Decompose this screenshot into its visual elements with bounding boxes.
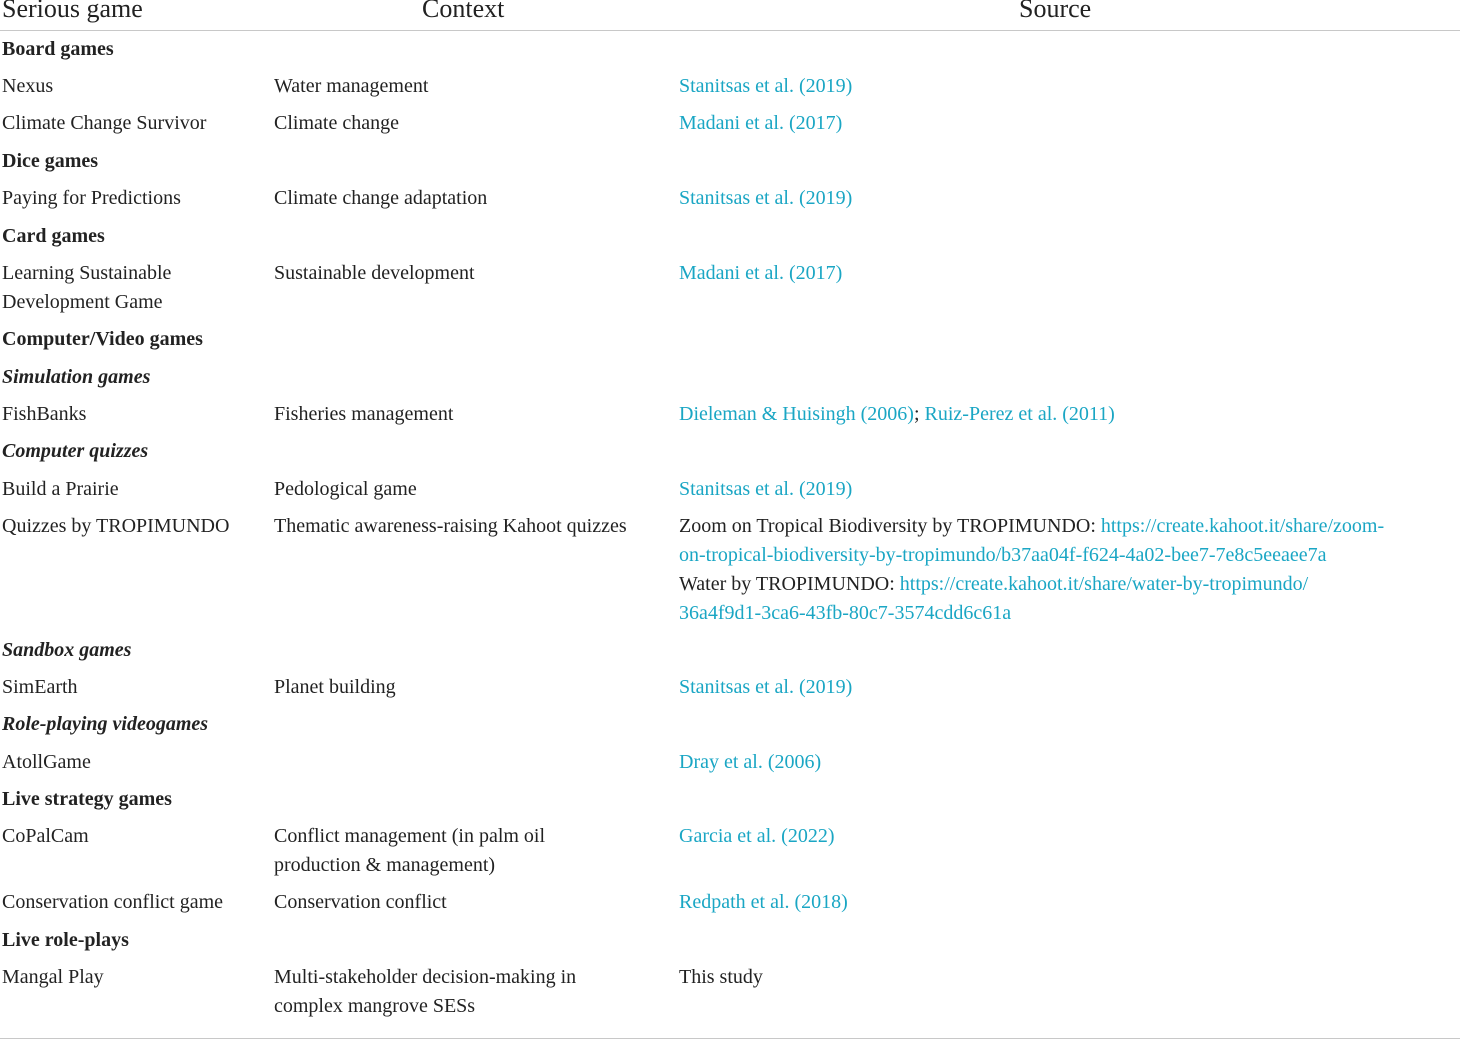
source-link[interactable]: Ruiz-Perez et al. (2011) — [924, 403, 1115, 425]
source-link[interactable]: Stanitsas et al. (2019) — [679, 478, 853, 500]
kahoot-link[interactable]: on-tropical-biodiversity-by-tropimundo/b37aa04f-f624-4a02-bee7-7e8c5eeaee7a — [679, 544, 1327, 566]
game-context: Pedological game — [274, 478, 417, 500]
game-context — [274, 822, 669, 880]
game-name: SimEarth — [2, 676, 78, 698]
game-name: Paying for Predictions — [2, 187, 181, 209]
game-name: Conservation conflict game — [2, 891, 224, 913]
source-line — [679, 570, 1449, 599]
game-context: Climate change adaptation — [274, 187, 488, 209]
game-name: Nexus — [2, 75, 54, 97]
game-context — [274, 963, 669, 1021]
source-link[interactable]: Stanitsas et al. (2019) — [679, 187, 853, 209]
source-link[interactable]: Dray et al. (2006) — [679, 751, 822, 773]
context-line: complex mangrove SESs — [274, 995, 476, 1017]
category-label: Card games — [2, 225, 105, 247]
context-line: Conflict management (in palm oil — [274, 825, 546, 847]
subcategory-label: Computer quizzes — [2, 440, 149, 462]
game-name: Mangal Play — [2, 966, 104, 988]
game-context: Water management — [274, 75, 429, 97]
game-name: Quizzes by TROPIMUNDO — [2, 515, 230, 537]
game-name: AtollGame — [2, 751, 91, 773]
game-name: FishBanks — [2, 403, 87, 425]
category-label: Live strategy games — [2, 788, 172, 810]
kahoot-link[interactable]: https://create.kahoot.it/share/zoom- — [1100, 515, 1385, 537]
header-serious-game: Serious game — [2, 0, 143, 23]
source-link[interactable]: Stanitsas et al. (2019) — [679, 676, 853, 698]
source-label: Zoom on Tropical Biodiversity by TROPIMUNDO: — [679, 515, 1101, 537]
header-context: Context — [422, 0, 505, 23]
game-name-line: Learning Sustainable — [2, 262, 172, 284]
source-cell — [679, 400, 1449, 429]
subcategory-label: Sandbox games — [2, 639, 132, 661]
game-name: Build a Prairie — [2, 478, 119, 500]
context-line: Multi-stakeholder decision-making in — [274, 966, 577, 988]
source-link[interactable]: Stanitsas et al. (2019) — [679, 75, 853, 97]
category-label: Dice games — [2, 150, 99, 172]
source-link[interactable]: Redpath et al. (2018) — [679, 891, 848, 913]
source-link[interactable]: Madani et al. (2017) — [679, 112, 843, 134]
game-context: Conservation conflict — [274, 891, 447, 913]
game-name: Climate Change Survivor — [2, 112, 207, 134]
game-name — [2, 259, 262, 317]
game-context: Climate change — [274, 112, 399, 134]
header-source: Source — [1019, 0, 1092, 23]
kahoot-link[interactable]: 36a4f9d1-3ca6-43fb-80c7-3574cdd6c61a — [679, 602, 1012, 624]
game-context: Thematic awareness-raising Kahoot quizzes — [274, 515, 627, 537]
source-separator: ; — [913, 403, 920, 425]
category-label: Computer/Video games — [2, 328, 203, 350]
source-text: This study — [679, 966, 763, 988]
game-name-line: Development Game — [2, 291, 163, 313]
category-label: Board games — [2, 38, 114, 60]
table-header — [0, 0, 1460, 31]
source-link[interactable]: Garcia et al. (2022) — [679, 825, 835, 847]
game-name: CoPalCam — [2, 825, 89, 847]
kahoot-link[interactable]: https://create.kahoot.it/share/water-by-tropimundo/ — [899, 573, 1309, 595]
source-line — [679, 512, 1449, 541]
source-link[interactable]: Dieleman & Huisingh (2006) — [679, 403, 914, 425]
game-context: Fisheries management — [274, 403, 454, 425]
category-label: Live role-plays — [2, 929, 129, 951]
source-cell — [679, 512, 1449, 628]
game-context: Planet building — [274, 676, 396, 698]
subcategory-label: Simulation games — [2, 366, 151, 388]
game-context: Sustainable development — [274, 262, 475, 284]
context-line: production & management) — [274, 854, 496, 876]
source-label: Water by TROPIMUNDO: — [679, 573, 900, 595]
table-bottom-rule — [0, 1038, 1460, 1039]
subcategory-label: Role-playing videogames — [2, 713, 209, 735]
source-link[interactable]: Madani et al. (2017) — [679, 262, 843, 284]
